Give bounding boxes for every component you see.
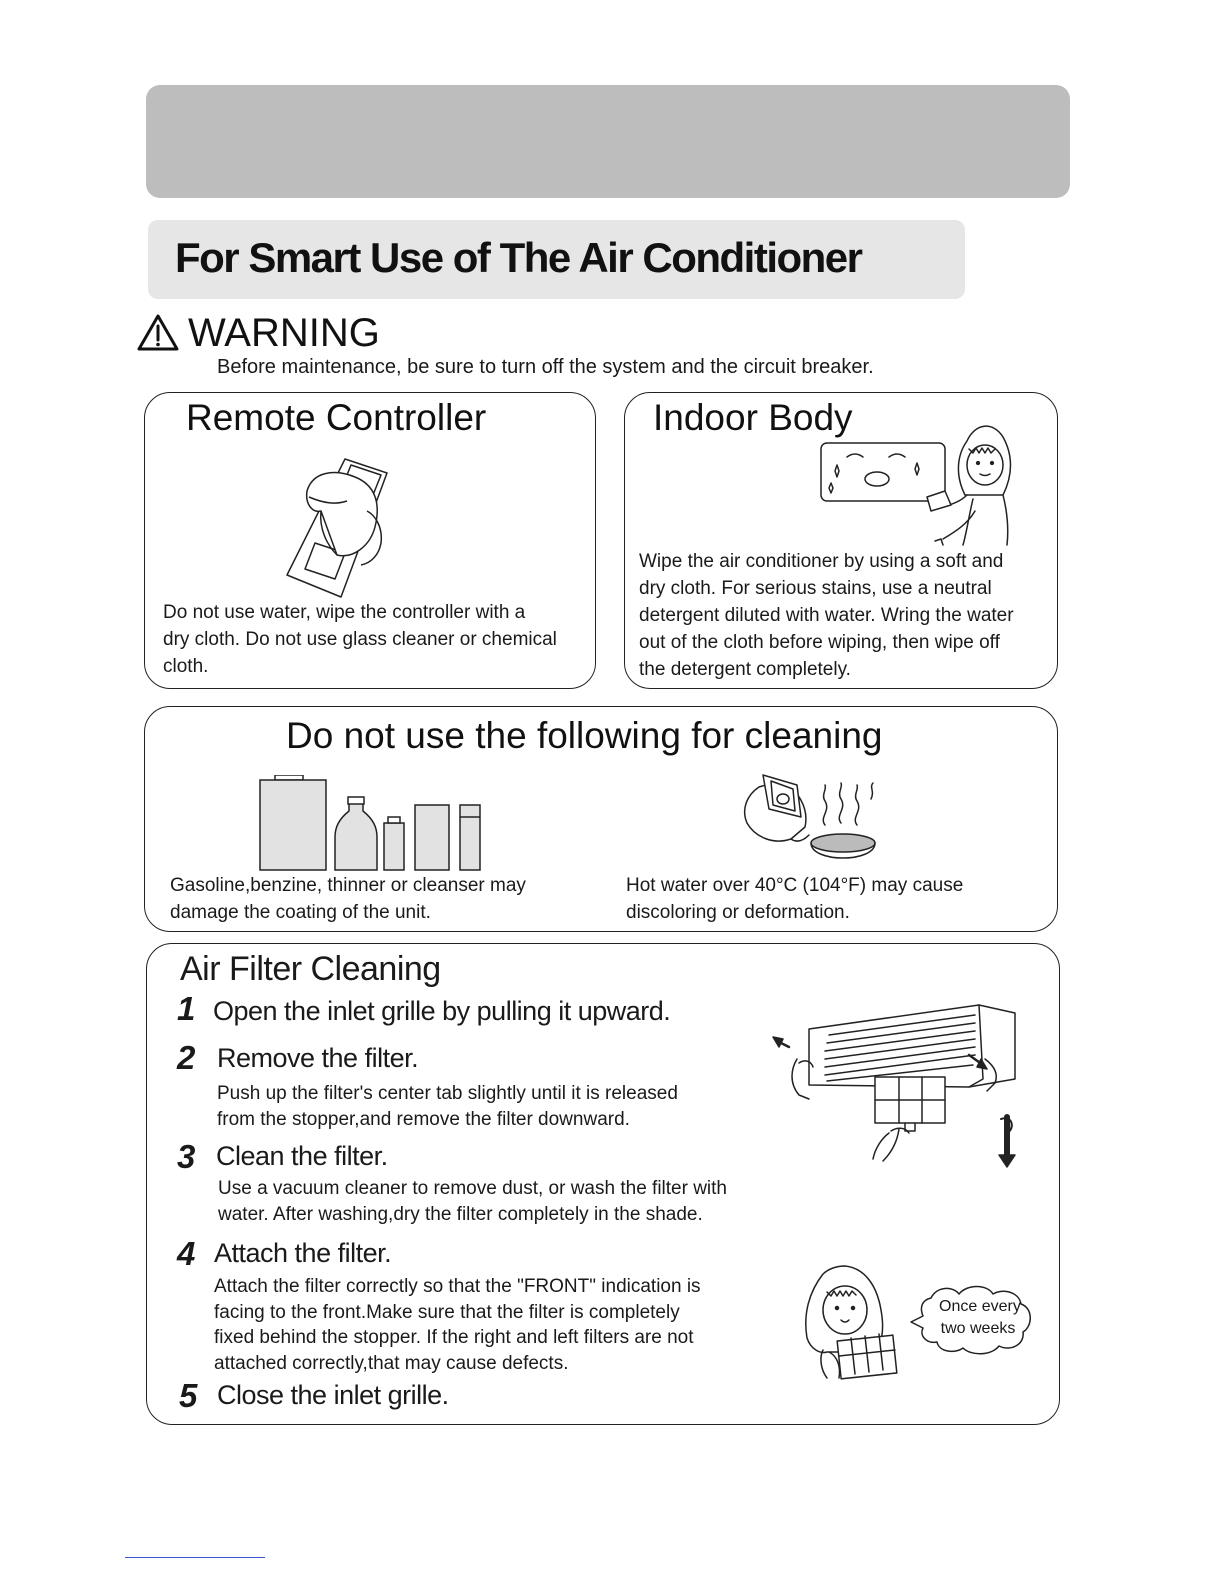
do-not-use-heading: Do not use the following for cleaning — [286, 715, 883, 756]
air-filter-heading: Air Filter Cleaning — [180, 950, 441, 988]
girl-with-filter-illustration — [793, 1262, 909, 1380]
text-line: Use a vacuum cleaner to remove dust, or wash the filter with — [218, 1178, 728, 1199]
text-line: Gasoline,benzine, thinner or cleanser may — [170, 875, 526, 896]
text-line: Once every — [939, 1298, 1021, 1315]
step-number: 2 — [177, 1039, 196, 1076]
step-body — [214, 1274, 701, 1376]
text-line: Wipe the air conditioner by using a soft and — [639, 551, 1004, 572]
warning-label: WARNING — [188, 310, 380, 355]
hot-water-illustration — [739, 769, 885, 871]
text-line: damage the coating of the unit. — [170, 902, 431, 923]
step-number: 5 — [179, 1377, 198, 1414]
text-line: dry cloth. For serious stains, use a neutral — [639, 578, 992, 599]
text-line: Push up the filter's center tab slightly until it is released — [217, 1083, 678, 1104]
indoor-body-text — [639, 548, 1014, 683]
text-line: from the stopper,and remove the filter downward. — [217, 1108, 630, 1130]
step-number: 4 — [177, 1235, 196, 1272]
warning-triangle-icon — [136, 313, 180, 353]
text-line: Do not use water, wipe the controller with a — [163, 602, 526, 623]
step-title: Attach the filter. — [214, 1238, 392, 1268]
filter-removal-illustration — [769, 999, 1029, 1179]
do-not-use-panel — [144, 706, 1058, 932]
text-line: attached correctly,that may cause defects. — [214, 1352, 569, 1374]
do-not-use-right-text — [626, 872, 963, 926]
step-title: Remove the filter. — [217, 1043, 419, 1073]
solvent-containers-illustration — [257, 775, 485, 873]
text-line: discoloring or deformation. — [626, 902, 850, 923]
page-title: For Smart Use of The Air Conditioner — [175, 234, 862, 281]
step-body — [218, 1176, 727, 1227]
text-line: water. After washing,dry the filter completely in the shade. — [218, 1203, 703, 1225]
text-line: Hot water over 40°C (104°F) may cause — [626, 875, 964, 896]
remote-controller-heading: Remote Controller — [186, 397, 487, 438]
step-title: Clean the filter. — [216, 1141, 388, 1171]
footer-rule — [125, 1557, 265, 1558]
step-title: Close the inlet grille. — [217, 1380, 449, 1410]
text-line: fixed behind the stopper. If the right and left filters are not — [214, 1327, 694, 1348]
indoor-body-panel — [624, 392, 1058, 689]
header-band — [146, 85, 1070, 198]
remote-cleaning-illustration — [275, 451, 405, 599]
text-line: two weeks — [940, 1320, 1016, 1337]
remote-controller-panel — [144, 392, 596, 689]
text-line: Attach the filter correctly so that the "FRONT" indication is — [214, 1276, 701, 1297]
text-line: facing to the front.Make sure that the filter is completely — [214, 1301, 680, 1323]
warning-heading — [136, 308, 380, 358]
remote-controller-text — [163, 599, 557, 680]
text-line: out of the cloth before wiping, then wipe off — [639, 632, 1000, 653]
text-line: the detergent completely. — [639, 659, 851, 680]
indoor-unit-wiping-illustration — [817, 415, 1023, 555]
step-number: 1 — [177, 990, 196, 1027]
do-not-use-left-text — [170, 872, 526, 926]
indoor-body-heading: Indoor Body — [653, 397, 853, 438]
reminder-bubble-text — [939, 1296, 1021, 1340]
step-body — [217, 1081, 678, 1132]
step-title: Open the inlet grille by pulling it upward. — [213, 996, 671, 1026]
air-filter-panel — [146, 943, 1060, 1425]
text-line: cloth. — [163, 656, 209, 677]
text-line: detergent diluted with water. Wring the water — [639, 605, 1014, 626]
text-line: dry cloth. Do not use glass cleaner or chemical — [163, 629, 557, 650]
warning-note: Before maintenance, be sure to turn off the system and the circuit breaker. — [217, 356, 874, 378]
step-number: 3 — [177, 1138, 196, 1175]
